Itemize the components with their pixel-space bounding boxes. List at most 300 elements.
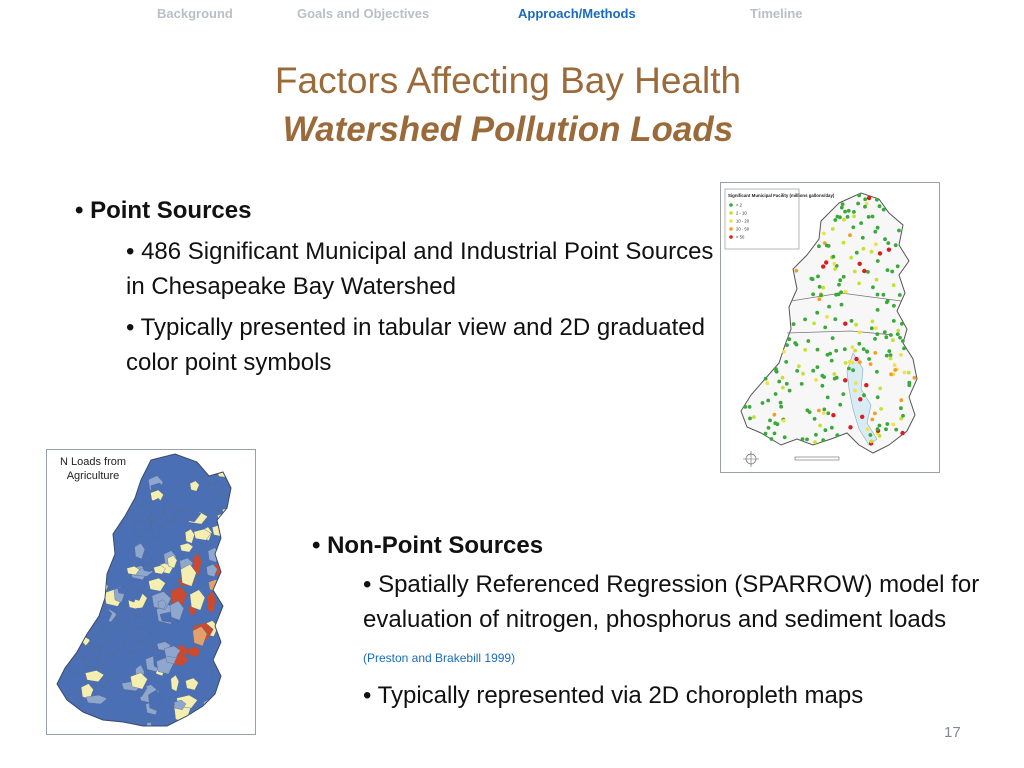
point-source-symbol (822, 375, 826, 379)
point-source-symbol (853, 389, 857, 393)
choropleth-region (78, 575, 98, 589)
point-source-symbol (874, 242, 878, 246)
point-source-symbol (889, 333, 893, 337)
point-source-symbol (821, 286, 825, 290)
choropleth-region (227, 703, 246, 718)
point-source-symbol (835, 376, 839, 380)
point-source-symbol (812, 322, 816, 326)
point-source-symbol (773, 413, 777, 417)
point-source-symbol (838, 403, 842, 407)
point-source-symbol (885, 422, 889, 426)
point-source-map (720, 182, 940, 473)
point-source-symbol (748, 417, 752, 421)
choropleth-region (228, 473, 238, 490)
point-source-symbol (773, 421, 777, 425)
choropleth-region (59, 627, 72, 645)
point-source-symbol (814, 433, 818, 437)
point-source-symbol (795, 369, 799, 373)
choropleth-region (236, 652, 255, 671)
section-nav (0, 6, 1024, 24)
choropleth-region (218, 580, 227, 589)
point-source-symbol (852, 210, 856, 214)
non-point-sources-bullet-1: • Spatially Referenced Regression (SPARROW) model for evaluation of nitrogen, phosphorus and sediment loads (Preston and Brakebill 1999) (363, 571, 980, 665)
point-source-symbol (901, 339, 905, 343)
point-source-symbol (842, 241, 846, 245)
point-source-symbol (873, 337, 877, 341)
point-source-symbol (839, 290, 843, 294)
point-source-symbol (847, 209, 851, 213)
point-source-symbol (800, 382, 804, 386)
slide-subtitle: Watershed Pollution Loads (282, 110, 734, 149)
point-source-symbol (876, 226, 880, 230)
point-source-symbol (866, 270, 870, 274)
choropleth-region (232, 699, 251, 718)
choropleth-region (81, 540, 96, 550)
point-source-symbol (874, 326, 878, 330)
point-source-symbol (840, 303, 844, 307)
point-source-symbol (843, 322, 847, 326)
point-source-symbol (848, 425, 852, 429)
legend-swatch (729, 219, 733, 223)
point-source-symbol (806, 339, 810, 343)
choropleth-region (231, 531, 250, 546)
point-source-symbol (844, 290, 848, 294)
point-source-symbol (781, 386, 785, 390)
point-source-symbol (833, 218, 837, 222)
point-source-symbol (884, 427, 888, 431)
point-source-map-graphic (721, 183, 939, 472)
choropleth-region (56, 516, 75, 538)
legend-swatch (729, 227, 733, 231)
point-source-symbol (816, 365, 820, 369)
point-source-symbol (882, 208, 886, 212)
point-source-symbol (898, 336, 902, 340)
point-source-symbol (854, 323, 858, 327)
point-source-symbol (858, 262, 862, 266)
point-source-symbol (838, 278, 842, 282)
point-source-symbol (842, 218, 846, 222)
point-source-symbol (810, 277, 814, 281)
point-source-symbol (819, 293, 823, 297)
citation: (Preston and Brakebill 1999) (363, 651, 516, 665)
point-source-symbol (827, 244, 831, 248)
point-source-symbol (870, 250, 874, 254)
choropleth-region (58, 577, 77, 596)
point-source-symbol (846, 215, 850, 219)
point-source-symbol (886, 241, 890, 245)
nav-item-background[interactable]: Background (157, 6, 233, 21)
point-source-symbol (875, 198, 879, 202)
point-source-symbol (774, 392, 778, 396)
point-source-symbol (900, 322, 904, 326)
point-source-symbol (890, 270, 894, 274)
point-source-symbol (840, 206, 844, 210)
point-source-symbol (782, 419, 786, 423)
point-source-symbol (831, 413, 835, 417)
non-point-sources-heading: • Non-Point Sources (312, 532, 544, 559)
point-source-symbol (833, 317, 837, 321)
choropleth-region (238, 560, 251, 580)
point-source-symbol (856, 202, 860, 206)
point-source-symbol (785, 382, 789, 386)
point-source-symbol (841, 392, 845, 396)
point-source-symbol (867, 357, 871, 361)
point-source-symbol (873, 412, 877, 416)
point-source-symbol (878, 387, 882, 391)
point-source-symbol (833, 267, 837, 271)
point-source-symbol (873, 230, 877, 234)
nitrogen-loads-label: N Loads from Agriculture (59, 456, 127, 482)
point-source-symbol (893, 363, 897, 367)
choropleth-graphic (47, 450, 255, 734)
choropleth-region (87, 490, 103, 502)
choropleth-regions (47, 450, 255, 734)
point-source-symbol (808, 410, 812, 414)
point-source-symbol (816, 348, 820, 352)
choropleth-region (228, 519, 250, 533)
nav-item-goals[interactable]: Goals and Objectives (297, 6, 430, 21)
point-source-symbol (907, 371, 911, 375)
point-source-symbol (894, 428, 898, 432)
legend-label: 20 - 50 (736, 226, 750, 232)
point-source-symbol (821, 384, 825, 388)
point-source-symbol (803, 318, 807, 322)
point-source-symbol (902, 347, 906, 351)
point-source-symbol (878, 204, 882, 208)
point-source-symbol (817, 244, 821, 248)
point-source-symbol (892, 304, 896, 308)
point-source-symbol (876, 395, 880, 399)
point-source-symbol (782, 350, 786, 354)
point-source-symbol (822, 408, 826, 412)
point-source-symbol (770, 437, 774, 441)
choropleth-region (79, 520, 100, 538)
point-source-symbol (821, 264, 825, 268)
point-source-symbol (847, 367, 851, 371)
map-legend-title: Significant Municipal Facility (millions gallons/day) (728, 193, 835, 198)
choropleth-region (230, 623, 249, 641)
point-source-symbol (748, 405, 752, 409)
point-source-symbol (886, 299, 890, 303)
legend-label: > 50 (736, 234, 745, 240)
point-source-symbol (857, 342, 861, 346)
point-source-symbol (779, 401, 783, 405)
point-source-symbol (826, 396, 830, 400)
point-source-symbol (794, 269, 798, 273)
point-source-symbol (801, 372, 805, 376)
nitrogen-loads-map (46, 449, 256, 735)
point-source-symbol (811, 369, 815, 373)
point-source-symbol (854, 381, 858, 385)
point-source-symbol (814, 378, 818, 382)
point-source-symbol (822, 232, 826, 236)
point-source-symbol (813, 440, 817, 444)
point-source-symbol (903, 371, 907, 375)
point-source-symbol (764, 377, 768, 381)
choropleth-region (60, 530, 79, 543)
point-source-symbol (867, 196, 871, 200)
point-source-symbol (866, 427, 870, 431)
point-source-symbol (907, 383, 911, 387)
point-source-symbol (870, 326, 874, 330)
point-source-symbol (743, 405, 747, 409)
point-source-symbol (816, 275, 820, 279)
point-source-symbol (818, 424, 822, 428)
point-source-symbol (896, 264, 900, 268)
point-source-symbol (849, 256, 853, 260)
point-source-symbol (896, 332, 900, 336)
point-source-symbol (823, 326, 827, 330)
non-point-sources-bullet-2: • Typically represented via 2D choropleth maps (363, 682, 864, 709)
point-source-symbol (801, 437, 805, 441)
point-source-symbol (875, 332, 879, 336)
point-source-symbol (835, 433, 839, 437)
point-source-symbol (855, 251, 859, 255)
choropleth-region (227, 644, 240, 666)
point-source-symbol (862, 393, 866, 397)
point-source-symbol (843, 378, 847, 382)
choropleth-region (61, 599, 82, 617)
point-source-symbol (869, 362, 873, 366)
point-source-symbol (817, 297, 821, 301)
point-source-symbol (831, 255, 835, 259)
point-source-symbol (859, 221, 863, 225)
point-source-symbol (813, 417, 817, 421)
page-number: 17 (944, 724, 961, 741)
point-source-symbol (858, 330, 862, 334)
choropleth-region (59, 708, 77, 723)
point-source-symbol (779, 405, 783, 409)
point-source-symbol (831, 227, 835, 231)
legend-label: 2 - 10 (736, 210, 747, 216)
point-source-symbol (848, 360, 852, 364)
point-source-symbol (830, 426, 834, 430)
point-source-symbol (768, 419, 772, 423)
point-source-symbol (803, 348, 807, 352)
point-source-symbol (777, 380, 781, 384)
point-source-symbol (900, 431, 904, 435)
choropleth-region (66, 602, 82, 619)
point-source-symbol (843, 210, 847, 214)
point-source-symbol (830, 359, 834, 363)
point-source-symbol (752, 415, 756, 419)
point-source-symbol (887, 349, 891, 353)
point-source-symbol (766, 399, 770, 403)
point-source-symbol (795, 343, 799, 347)
choropleth-region (61, 626, 70, 636)
point-source-symbol (834, 349, 838, 353)
slide-title: Factors Affecting Bay Health (274, 60, 742, 101)
point-source-symbol (765, 381, 769, 385)
point-source-symbol (892, 283, 896, 287)
point-source-symbol (891, 338, 895, 342)
point-source-symbol (891, 423, 895, 427)
point-source-symbol (861, 236, 865, 240)
point-source-symbol (842, 275, 846, 279)
point-source-symbol (873, 351, 877, 355)
point-source-symbol (850, 345, 854, 349)
point-source-symbol (826, 411, 830, 415)
choropleth-region (238, 580, 254, 592)
point-source-symbol (826, 353, 830, 357)
choropleth-region (59, 628, 75, 650)
point-source-symbol (797, 364, 801, 368)
point-source-symbol (884, 335, 888, 339)
point-source-symbol (818, 285, 822, 289)
choropleth-region (120, 723, 129, 733)
choropleth-region (92, 541, 110, 561)
point-source-symbol (811, 292, 815, 296)
point-source-symbol (887, 248, 891, 252)
point-source-symbol (882, 293, 886, 297)
point-source-symbol (875, 278, 879, 282)
point-source-symbol (876, 427, 880, 431)
point-source-symbol (854, 357, 858, 361)
point-source-symbol (901, 414, 905, 418)
choropleth-region (70, 484, 89, 506)
legend-swatch (729, 235, 733, 239)
point-source-symbol (767, 426, 771, 430)
point-source-symbol (913, 376, 917, 380)
point-source-symbol (858, 397, 862, 401)
choropleth-region (59, 598, 76, 616)
point-source-symbol (876, 308, 880, 312)
point-source-symbol (896, 329, 900, 333)
point-sources-bullet-2: • Typically presented in tabular view and 2D graduated color point symbols (126, 314, 705, 376)
point-source-symbol (885, 354, 889, 358)
point-source-symbol (781, 376, 785, 380)
point-source-symbol (774, 367, 778, 371)
nav-item-approach[interactable]: Approach/Methods (518, 6, 636, 21)
choropleth-region (234, 583, 254, 601)
point-source-symbol (788, 389, 792, 393)
point-source-symbol (871, 215, 875, 219)
point-source-symbol (764, 432, 768, 436)
choropleth-region (85, 507, 100, 517)
point-source-symbol (876, 259, 880, 263)
point-source-symbol (825, 315, 829, 319)
point-source-symbol (863, 205, 867, 209)
point-source-symbol (878, 251, 882, 255)
point-source-symbol (869, 433, 873, 437)
point-source-symbol (863, 197, 867, 201)
point-source-symbol (871, 320, 875, 324)
point-source-symbol (858, 360, 862, 364)
point-source-symbol (832, 262, 836, 266)
point-source-symbol (824, 428, 828, 432)
point-source-symbol (876, 293, 880, 297)
point-source-symbol (827, 305, 831, 309)
point-source-symbol (773, 432, 777, 436)
point-source-symbol (857, 194, 861, 198)
point-source-symbol (862, 247, 866, 251)
point-source-symbol (867, 215, 871, 219)
point-source-symbol (862, 269, 866, 273)
point-source-symbol (878, 424, 882, 428)
point-source-symbol (889, 372, 893, 376)
point-sources-bullet-1: • 486 Significant Municipal and Industrial Point Sources in Chesapeake Bay Watershed (126, 238, 714, 300)
choropleth-region (83, 502, 103, 514)
point-source-symbol (831, 336, 835, 340)
point-source-symbol (817, 409, 821, 413)
choropleth-region (88, 539, 99, 560)
point-source-symbol (875, 370, 879, 374)
point-source-symbol (899, 398, 903, 402)
point-source-symbol (883, 330, 887, 334)
point-source-symbol (851, 225, 855, 229)
point-source-symbol (889, 353, 893, 357)
point-source-symbol (821, 438, 825, 442)
point-source-symbol (894, 243, 898, 247)
point-source-symbol (865, 350, 869, 354)
legend-label: 10 - 20 (736, 218, 750, 224)
legend-swatch (729, 211, 733, 215)
point-source-symbol (886, 268, 890, 272)
legend-swatch (729, 203, 733, 207)
choropleth-region (221, 681, 235, 692)
point-source-symbol (897, 229, 901, 233)
point-source-symbol (899, 406, 903, 410)
choropleth-region (64, 621, 84, 634)
scale-bar (795, 457, 839, 460)
point-source-symbol (860, 415, 864, 419)
point-source-symbol (869, 439, 873, 443)
choropleth-region (87, 552, 104, 569)
point-source-symbol (870, 418, 874, 422)
choropleth-region (230, 557, 241, 578)
choropleth-region (222, 595, 239, 617)
choropleth-region (73, 568, 87, 577)
point-source-symbol (805, 438, 809, 442)
choropleth-region (233, 641, 243, 653)
point-source-symbol (899, 353, 903, 357)
point-source-symbol (837, 283, 841, 287)
point-source-symbol (784, 360, 788, 364)
point-source-symbol (853, 270, 857, 274)
point-source-symbol (761, 401, 765, 405)
point-source-symbol (792, 322, 796, 326)
point-source-symbol (857, 282, 861, 286)
point-source-symbol (844, 361, 848, 365)
choropleth-region (227, 698, 240, 721)
choropleth-region (66, 717, 78, 727)
point-source-symbol (848, 233, 852, 237)
point-source-symbol (783, 435, 787, 439)
choropleth-region (234, 595, 245, 605)
point-source-symbol (871, 285, 875, 289)
point-source-symbol (822, 411, 826, 415)
point-source-symbol (785, 343, 789, 347)
point-source-symbol (879, 407, 883, 411)
point-source-symbol (850, 319, 854, 323)
point-source-symbol (836, 215, 840, 219)
point-source-symbol (853, 349, 857, 353)
point-sources-heading: • Point Sources (75, 197, 252, 224)
choropleth-region (78, 718, 96, 734)
point-source-symbol (892, 319, 896, 323)
point-source-symbol (883, 237, 887, 241)
point-source-symbol (832, 372, 836, 376)
point-source-symbol (841, 202, 845, 206)
point-source-symbol (815, 311, 819, 315)
point-source-symbol (851, 368, 855, 372)
point-source-symbol (824, 260, 828, 264)
point-source-symbol (787, 337, 791, 341)
point-source-symbol (852, 214, 856, 218)
choropleth-region (59, 594, 79, 607)
nav-item-timeline[interactable]: Timeline (750, 6, 803, 21)
point-source-symbol (893, 368, 897, 372)
